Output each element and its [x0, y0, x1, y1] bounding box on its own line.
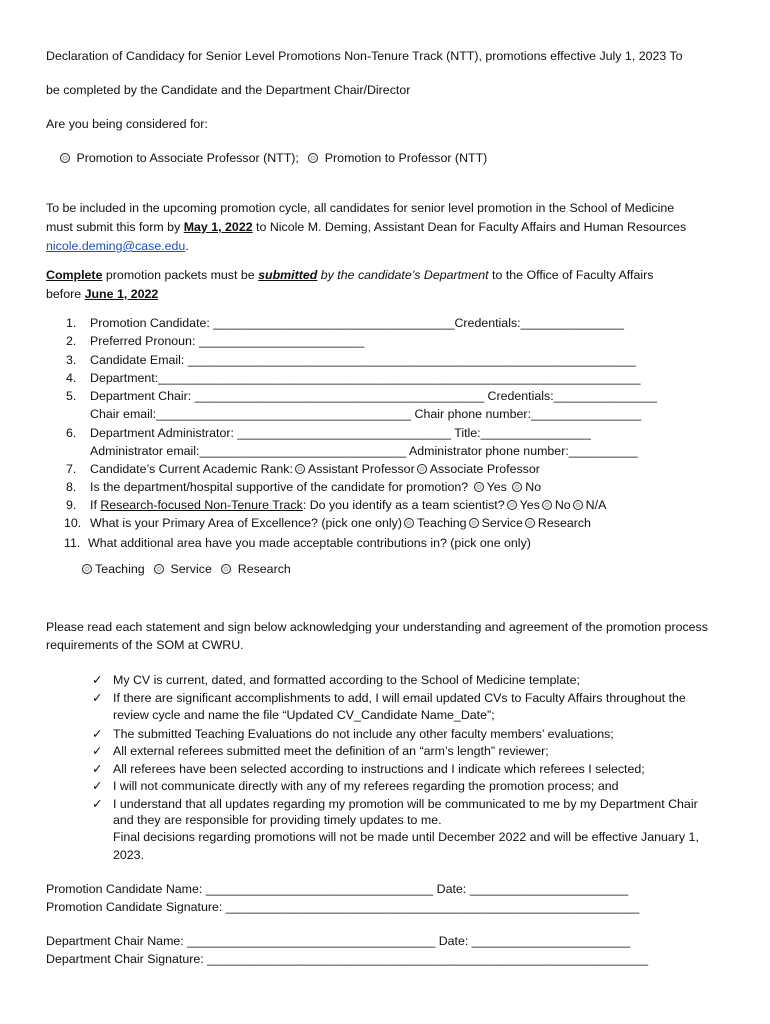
deadline-june: June 1, 2022: [84, 287, 159, 301]
by-department-text: by the candidate’s Department: [317, 268, 489, 282]
option-label: No: [554, 498, 571, 512]
field-department[interactable]: [66, 371, 641, 385]
field-label: Preferred Pronoun: ________________________: [90, 334, 365, 348]
option-label: Service: [170, 562, 212, 576]
radio-scientist-no[interactable]: [542, 500, 552, 510]
check-icon: ✓: [92, 779, 103, 793]
checklist-item: [92, 796, 698, 811]
field-number: 3.: [66, 353, 77, 367]
field-label: What is your Primary Area of Excellence? (pick one only): [90, 516, 402, 530]
research-track-label: Research-focused Non-Tenure Track: [100, 498, 303, 512]
option-label: Teaching: [95, 562, 145, 576]
checklist-text: The submitted Teaching Evaluations do not include any other faculty members’ evaluations;: [113, 727, 614, 741]
field-label: Promotion Candidate: ___________________________________Credentials:_______________: [90, 316, 624, 330]
field-number: 4.: [66, 371, 77, 385]
check-icon: ✓: [92, 797, 103, 811]
field-label: Candidate Email: _________________________________________________________________: [90, 353, 636, 367]
field-preferred-pronoun[interactable]: [66, 334, 364, 348]
field-primary-excellence: [64, 516, 591, 530]
instructions-line-1: To be included in the upcoming promotion cycle, all candidates for senior level promotion in the School of Medicine: [46, 201, 675, 215]
radio-primary-teaching[interactable]: [404, 518, 414, 528]
field-label: Is the department/hospital supportive of the candidate for promotion?: [90, 480, 469, 494]
radio-rank-associate-professor[interactable]: [417, 464, 427, 474]
submitted-word: submitted: [258, 268, 318, 282]
option-label: Associate Professor: [429, 462, 540, 476]
field-label: Department Chair: __________________________________________ Credentials:_______________: [90, 389, 658, 403]
field-label: Department Administrator: _______________________________ Title:________________: [90, 426, 591, 440]
option-label: Yes: [486, 480, 507, 494]
checklist-text: I will not communicate directly with any of my referees regarding the promotion process; and: [113, 779, 619, 793]
email-period: .: [185, 239, 189, 253]
option-label: Service: [481, 516, 523, 530]
check-icon: ✓: [92, 673, 103, 687]
checklist-text: All referees have been selected according to instructions and I indicate which referees I selected;: [113, 762, 645, 776]
radio-professor[interactable]: [308, 153, 318, 163]
check-icon: ✓: [92, 762, 103, 776]
deadline-may: May 1, 2022: [183, 220, 253, 234]
option-label: Yes: [519, 498, 540, 512]
packet-text: promotion packets must be: [102, 268, 259, 282]
acknowledge-line-2: requirements of the SOM at CWRU.: [46, 638, 244, 652]
option-label: Research: [537, 516, 591, 530]
field-number: 1.: [66, 316, 77, 330]
field-department-supportive: [66, 480, 541, 494]
checklist-item: [92, 743, 549, 758]
consideration-question: Are you being considered for:: [46, 117, 208, 131]
instructions-text-2: to Nicole M. Deming, Assistant Dean for Faculty Affairs and Human Resources: [252, 220, 687, 234]
radio-scientist-na[interactable]: [573, 500, 583, 510]
packet-line-2: [46, 287, 158, 301]
checklist-text-cont: and they are responsible for providing timely updates to me.: [113, 813, 442, 827]
field-label: Department:______________________________________________________________________: [90, 371, 641, 385]
option-label: No: [525, 480, 542, 494]
radio-associate-professor[interactable]: [60, 153, 70, 163]
additional-area-options: [80, 562, 291, 576]
chair-name-date-field[interactable]: Department Chair Name: ____________________________________ Date: _______________________: [46, 934, 631, 948]
packet-line-1: [46, 268, 653, 282]
radio-scientist-yes[interactable]: [507, 500, 517, 510]
acknowledge-line-1: Please read each statement and sign below acknowledging your understanding and agreement of the promotion process: [46, 620, 708, 634]
checklist-text-cont: 2023.: [113, 848, 145, 862]
field-candidate-email[interactable]: [66, 353, 636, 367]
field-number: 8.: [66, 480, 77, 494]
field-number: 9.: [66, 498, 77, 512]
option-associate-label: Promotion to Associate Professor (NTT);: [76, 151, 299, 165]
checklist-item: [92, 726, 614, 741]
candidate-signature-field[interactable]: Promotion Candidate Signature: ____________________________________________________________: [46, 900, 640, 914]
checklist-text-cont: Final decisions regarding promotions will not be made until December 2022 and will be effective January 1,: [113, 830, 699, 844]
checklist-item: [92, 690, 686, 705]
field-promotion-candidate[interactable]: [66, 316, 624, 330]
option-label: N/A: [585, 498, 607, 512]
field-chair-email[interactable]: Chair email:_____________________________________ Chair phone number:________________: [90, 407, 642, 421]
radio-supportive-yes[interactable]: [474, 482, 484, 492]
check-icon: ✓: [92, 691, 103, 705]
checklist-text: I understand that all updates regarding my promotion will be communicated to me by my Department Chair: [113, 797, 698, 811]
email-link[interactable]: nicole.deming@case.edu: [46, 239, 186, 253]
checklist-item: [92, 761, 645, 776]
checklist-item: [92, 672, 580, 687]
option-professor-label: Promotion to Professor (NTT): [324, 151, 488, 165]
field-number: 6.: [66, 426, 77, 440]
header-line-2: be completed by the Candidate and the Department Chair/Director: [46, 83, 411, 97]
complete-word: Complete: [46, 268, 103, 282]
chair-signature-field[interactable]: Department Chair Signature: ________________________________________________________________: [46, 952, 649, 966]
option-label: Teaching: [416, 516, 467, 530]
field-label: : Do you identify as a team scientist?: [302, 498, 505, 512]
field-number: 7.: [66, 462, 77, 476]
radio-additional-teaching[interactable]: [82, 564, 92, 574]
instructions-text: must submit this form by: [46, 220, 184, 234]
checklist-item: [92, 778, 619, 793]
header-line-1: Declaration of Candidacy for Senior Level Promotions Non-Tenure Track (NTT), promotions effective July 1, 2023 To: [46, 49, 683, 63]
option-label: Assistant Professor: [307, 462, 415, 476]
field-label: What additional area have you made acceptable contributions in? (pick one only): [88, 536, 531, 550]
check-icon: ✓: [92, 744, 103, 758]
candidate-name-date-field[interactable]: Promotion Candidate Name: _________________________________ Date: _______________________: [46, 882, 629, 896]
field-number: 11.: [64, 536, 81, 550]
field-label: If: [90, 498, 101, 512]
field-academic-rank: [66, 462, 540, 476]
field-department-chair[interactable]: [66, 389, 657, 403]
checklist-text: All external referees submitted meet the definition of an “arm’s length” reviewer;: [113, 744, 549, 758]
field-number: 5.: [66, 389, 77, 403]
instructions-line-3: [46, 239, 189, 253]
field-administrator-email[interactable]: Administrator email:______________________________ Administrator phone number:__________: [90, 444, 638, 458]
checklist-text: If there are significant accomplishments to add, I will email updated CVs to Faculty Affairs throughout the: [113, 691, 686, 705]
checklist-text: My CV is current, dated, and formatted according to the School of Medicine template;: [113, 673, 580, 687]
radio-supportive-no[interactable]: [512, 482, 522, 492]
before-text: before: [46, 287, 85, 301]
radio-assistant-professor[interactable]: [295, 464, 305, 474]
radio-primary-service[interactable]: [469, 518, 479, 528]
field-department-administrator[interactable]: [66, 426, 591, 440]
radio-additional-research[interactable]: [221, 564, 231, 574]
option-label: Research: [237, 562, 291, 576]
field-team-scientist: [66, 498, 606, 512]
radio-primary-research[interactable]: [525, 518, 535, 528]
field-label: Candidate’s Current Academic Rank:: [90, 462, 293, 476]
checklist-text-cont: review cycle and name the file “Updated CV_Candidate Name_Date”;: [113, 708, 495, 722]
field-additional-area: [64, 536, 531, 550]
office-text: to the Office of Faculty Affairs: [488, 268, 654, 282]
field-number: 2.: [66, 334, 77, 348]
check-icon: ✓: [92, 727, 103, 741]
field-number: 10.: [64, 516, 82, 530]
instructions-line-2: [46, 220, 686, 234]
promotion-options: [58, 151, 487, 165]
radio-additional-service[interactable]: [154, 564, 164, 574]
